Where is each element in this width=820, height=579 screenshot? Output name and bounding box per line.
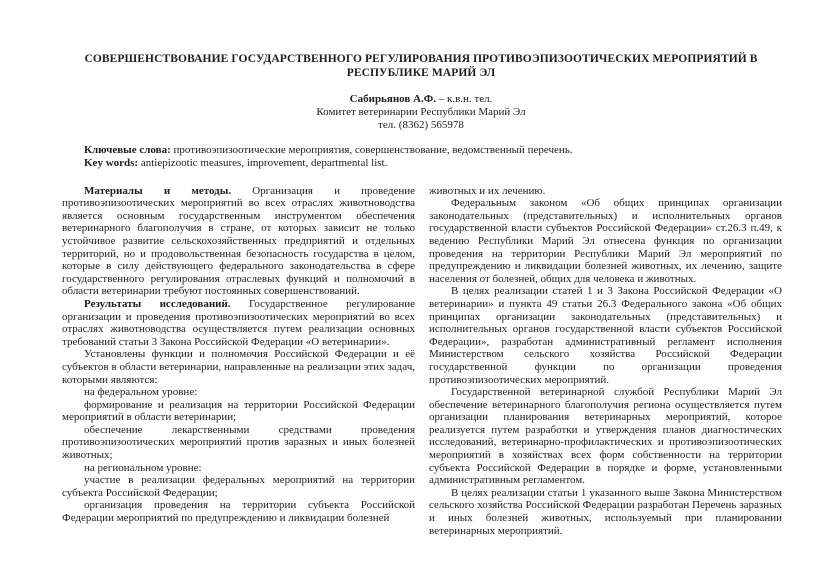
paragraph-text: Государственной ветеринарной службой Республики Марий Эл обеспечение ветеринарного благополучия региона осуществляется путем организации планирования ветеринарных мероприятий, которое реализуется путем разработки и утверждения планов диагностических исследований, ветеринарно-профилактических и противоэпизоотических мероприятий в хозяйствах всех форм собственности на территории субъекта Российской Федерации в порядке и форме, установленными административным регламентом. [429, 386, 782, 487]
keywords-ru-label: Ключевые слова: [84, 144, 174, 156]
paragraph-text: В целях реализации статей 1 и 3 Закона Российской Федерации «О ветеринарии» и пункта 49 статьи 26.3 Федерального закона «Об общих принципах организации законодательных (представительных) и исполнительных органов государственной власти субъектов Российской Федерации», разработан административный регламент исполнения Министерством сельского хозяйства Российской Федерации государственной функции по организации проведения противоэпизоотических мероприятий. [429, 285, 782, 386]
keywords-en [62, 157, 782, 170]
paragraph-text: обеспечение лекарственными средствами проведения противоэпизоотических мероприятий против заразных и иных болезней животных; [62, 423, 415, 462]
paragraph [62, 185, 415, 298]
paragraph [62, 424, 415, 462]
author-block [62, 93, 780, 132]
author-credentials: – к.в.н. тел. [435, 93, 493, 105]
paragraph [429, 487, 782, 537]
paragraph-text: Организация и проведение противоэпизоотических мероприятий во всех отраслях животноводства является основным государственным инструментом обеспечения ветеринарного благополучия в стране, от которых зависит не только устойчивое развитие сельскохозяйственных предприятий и отдельных территорий, но и продовольственная безопасность государства в целом, которые в силу действующего федерального законодательства в сфере государственного регулирования отраслевых функций и полномочий в области ветеринарии требуют постоянных совершенствований. [62, 184, 415, 298]
keywords-ru [62, 144, 782, 157]
paragraph [62, 386, 415, 399]
paragraph-text: организация проведения на территории субъекта Российской Федерации мероприятий по предупреждению и ликвидации болезней [62, 499, 415, 525]
paragraph-lead: Материалы и методы. [84, 184, 253, 197]
paragraph [429, 197, 782, 285]
keywords-en-text: antiepizootic measures, improvement, departmental list. [140, 156, 388, 169]
author-phone: тел. (8362) 565978 [378, 119, 464, 131]
paragraph-text: Установлены функции и полномочия Российской Федерации и её субъектов в области ветеринарии, направленные на реализации этих задач, которыми являются: [62, 348, 415, 386]
paragraph-text: животных и их лечению. [429, 184, 546, 197]
paragraph-lead: Результаты исследований. [84, 297, 250, 310]
paragraph [62, 399, 415, 424]
author-name: Сабирьянов А.Ф. [349, 93, 436, 105]
keywords-en-label: Key words: [84, 156, 141, 169]
paragraph-text: формирование и реализация на территории Российской Федерации мероприятий в области ветеринарии; [62, 398, 415, 424]
paragraph-text: Государственное регулирование организации и проведения противоэпизоотических мероприятий во всех отраслях животноводства осуществляется путем реализации основных требований статьи 3 Закона Российской Федерации «О ветеринарии». [62, 297, 415, 348]
right-column [429, 185, 782, 538]
paragraph-text: В целях реализации статьи 1 указанного выше Закона Министерством сельского хозяйства Российской Федерации разработан Перечень заразных и иных болезней животных, используемый при планировании ветеринарных мероприятий. [429, 486, 782, 537]
paragraph [429, 285, 782, 386]
paragraph [62, 499, 415, 524]
keywords-ru-text: противоэпизоотические мероприятия, совершенствование, ведомственный перечень. [173, 144, 573, 156]
paragraph-text: Федеральным законом «Об общих принципах организации законодательных (представительных) и исполнительных органов государственной власти субъектов Российской Федерации» ст.26.3 п.49, к ведению Республики Марий Эл отнесена функция по организации проведения на территории Республики Марий Эл мероприятий по предупреждению и ликвидации болезней животных, их лечению, защите населения от болезней, общих для человека и животных. [429, 197, 782, 285]
author-affiliation: Комитет ветеринарии Республики Марий Эл [316, 106, 526, 118]
paragraph-text: на региональном уровне: [84, 461, 202, 474]
paragraph-text: участие в реализации федеральных мероприятий на территории субъекта Российской Федерации; [62, 474, 415, 499]
left-column [62, 185, 415, 538]
paragraph [62, 298, 415, 348]
paragraph [62, 474, 415, 499]
paragraph [62, 348, 415, 386]
paragraph [429, 386, 782, 487]
article-title: СОВЕРШЕНСТВОВАНИЕ ГОСУДАРСТВЕННОГО РЕГУЛИРОВАНИЯ ПРОТИВОЭПИЗООТИЧЕСКИХ МЕРОПРИЯТИЙ В РЕСПУБЛИКЕ МАРИЙ ЭЛ [84, 53, 758, 79]
paragraph [429, 185, 782, 198]
paragraph [62, 462, 415, 475]
author-line [62, 93, 780, 106]
keywords-block [62, 144, 782, 170]
body-columns [62, 185, 782, 538]
paragraph-text: на федеральном уровне: [84, 386, 198, 399]
